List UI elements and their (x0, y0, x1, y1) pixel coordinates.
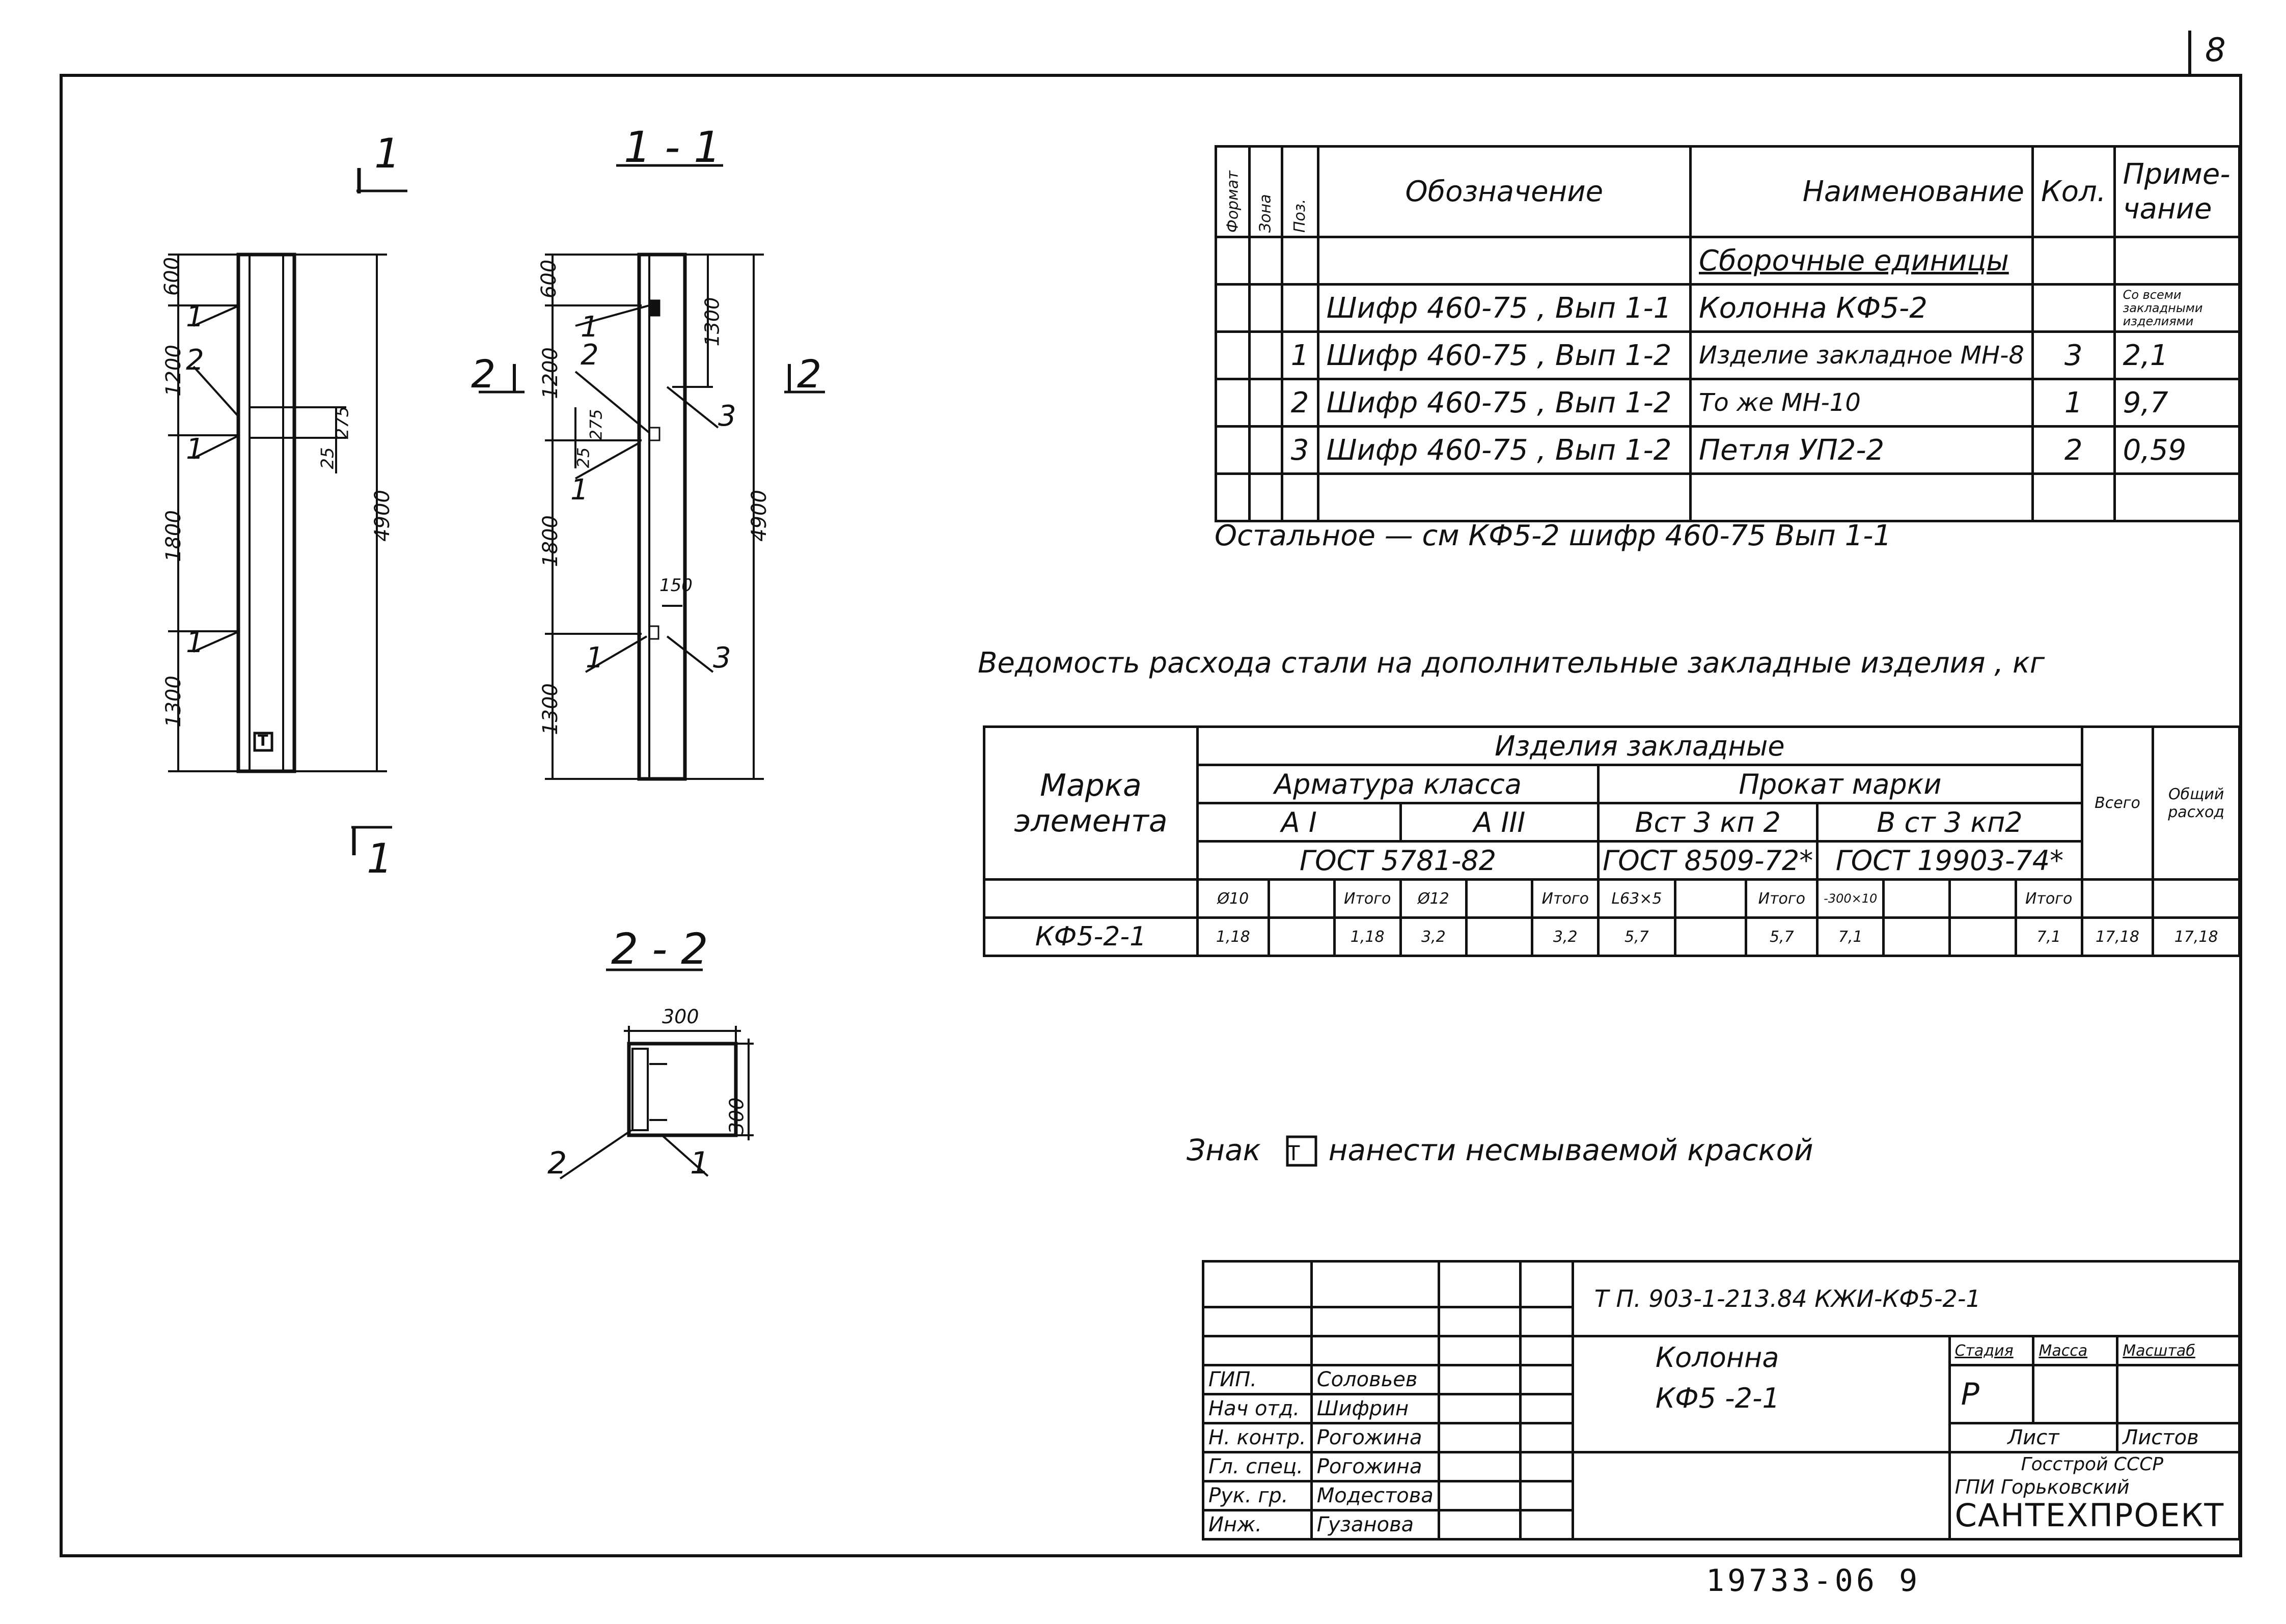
steel-class-a1: А I (1198, 803, 1401, 842)
column-section-1-1 (639, 255, 685, 779)
person-name: Рогожина (1311, 1423, 1439, 1452)
stage-value: Р (1949, 1365, 2033, 1423)
role: Нач отд. (1203, 1394, 1312, 1423)
spec-name: Петля УП2-2 (1691, 427, 2033, 474)
steel-cell: 3,2 (1532, 918, 1599, 956)
steel-row-total: 17,18 (2082, 918, 2153, 956)
steel-cell: 1,18 (1198, 918, 1269, 956)
steel-class-vst3-2: В ст 3 кп2 (1817, 803, 2082, 842)
spec-note: 9,7 (2114, 379, 2239, 427)
dim-300-width: 300 (662, 1005, 699, 1028)
drawing-title-line2: КФ5 -2-1 (1655, 1382, 1780, 1414)
steel-sub (1884, 880, 1950, 918)
steel-gost-8509: ГОСТ 8509-72* (1599, 842, 1817, 880)
callout-1-s22: 1 (690, 1145, 710, 1181)
dim-300-height: 300 (725, 1097, 748, 1135)
spec-pos (1282, 285, 1318, 332)
spec-header-note: Приме-чание (2114, 147, 2239, 237)
drawing-code: Т П. 903-1-213.84 КЖИ-КФ5-2-1 (1573, 1262, 2239, 1336)
spec-qty: 2 (2032, 427, 2114, 474)
spec-name: То же МН-10 (1691, 379, 2033, 427)
spec-header-designation: Обозначение (1318, 147, 1690, 237)
callout-2-s11: 2 (581, 339, 599, 372)
drawing-title (1573, 1336, 1949, 1452)
org-line2: ГПИ Горьковский (1954, 1476, 2130, 1498)
steel-cell (1949, 918, 2016, 956)
steel-sub: Ø12 (1400, 880, 1467, 918)
role: Инж. (1203, 1510, 1312, 1539)
sheet-header: Лист (1949, 1423, 2117, 1452)
steel-cell (1884, 918, 1950, 956)
signature (1439, 1423, 1521, 1452)
steel-cell (1675, 918, 1746, 956)
steel-row-overall: 17,18 (2153, 918, 2240, 956)
dim-1300-top-s11: 1300 (701, 297, 724, 347)
spec-name: Изделие закладное МН-8 (1691, 332, 2033, 379)
steel-sub: Итого (2016, 880, 2082, 918)
table-row (1216, 379, 2240, 427)
spec-designation: Шифр 460-75 , Вып 1-2 (1318, 332, 1690, 379)
spec-designation: Шифр 460-75 , Вып 1-2 (1318, 427, 1690, 474)
specification-table (1215, 145, 2241, 522)
callout-1a-elev: 1 (186, 300, 204, 333)
table-row (1216, 285, 2240, 332)
steel-cell: 7,1 (1817, 918, 1884, 956)
steel-cell (1269, 918, 1334, 956)
dim-1200-s11: 1200 (538, 347, 562, 399)
steel-rolled-header: Прокат марки (1599, 765, 2082, 803)
spec-note: Со всеми закладными изделиями (2114, 285, 2239, 332)
archive-number: 19733-06 9 (1706, 1563, 1921, 1599)
dim-275-s11: 275 (586, 409, 606, 440)
spec-qty: 3 (2032, 332, 2114, 379)
scale-header: Масштаб (2117, 1336, 2240, 1365)
drawing-title-line1: Колонна (1655, 1341, 1779, 1374)
column-section-2-2 (629, 1044, 736, 1135)
steel-sub (1675, 880, 1746, 918)
dim-1200-elev: 1200 (161, 345, 185, 397)
dim-25-s11: 25 (573, 447, 593, 468)
title-block (1202, 1260, 2241, 1541)
callout-1c-s11: 1 (586, 641, 604, 675)
spec-note: 0,59 (2114, 427, 2239, 474)
dim-275-elev: 275 (332, 406, 353, 439)
section-2-mark-right: 2 (797, 351, 822, 397)
signature (1439, 1365, 1521, 1394)
spec-header-name: Наименование (1691, 147, 2033, 237)
dim-600-s11: 600 (537, 259, 561, 299)
person-name: Рогожина (1311, 1452, 1439, 1481)
plate-mark-elev: Т (258, 732, 268, 750)
steel-class-a3: А III (1400, 803, 1599, 842)
steel-sub: L63×5 (1599, 880, 1675, 918)
steel-class-vst3-1: Вст 3 кп 2 (1599, 803, 1817, 842)
person-name: Шифрин (1311, 1394, 1439, 1423)
callout-2-elev: 2 (186, 344, 204, 377)
org-line3: САНТЕХПРОЕКТ (1954, 1497, 2225, 1534)
mass-header: Масса (2033, 1336, 2117, 1365)
steel-sub: Итого (1334, 880, 1400, 918)
dim-1800-elev: 1800 (161, 510, 185, 562)
signature (1439, 1481, 1521, 1510)
callout-3a-s11: 3 (718, 400, 736, 433)
sheets-header: Листов (2117, 1423, 2240, 1452)
steel-cell: 1,18 (1334, 918, 1400, 956)
spec-designation: Шифр 460-75 , Вып 1-2 (1318, 379, 1690, 427)
elevation-section-mark-top: 1 (374, 130, 400, 177)
role: Рук. гр. (1203, 1481, 1312, 1510)
role: ГИП. (1203, 1365, 1312, 1394)
table-row (1216, 427, 2240, 474)
steel-table-title: Ведомость расхода стали на дополнительные закладные изделия , кг (978, 647, 2045, 680)
org-line1: Госстрой СССР (2021, 1454, 2164, 1475)
steel-cell: 3,2 (1400, 918, 1467, 956)
steel-cell: 5,7 (1746, 918, 1817, 956)
spec-name: Колонна КФ5-2 (1691, 285, 2033, 332)
steel-group-header: Изделия закладные (1198, 727, 2082, 765)
steel-sub (1467, 880, 1532, 918)
callout-1b-s11: 1 (570, 473, 589, 507)
section-1-1-title: 1 - 1 (624, 122, 721, 172)
table-row (984, 918, 2240, 956)
callout-1a-s11: 1 (581, 311, 599, 344)
steel-sub: -300×10 (1817, 880, 1884, 918)
section-2-mark-left: 2 (471, 351, 496, 397)
plate-mark-note: Т (1287, 1142, 1300, 1165)
dim-25-elev: 25 (317, 447, 338, 469)
column-elevation (238, 255, 294, 771)
dim-4900-s11: 4900 (747, 490, 771, 542)
dim-4900-elev: 4900 (370, 490, 394, 542)
steel-row-mark: КФ5-2-1 (984, 918, 1198, 956)
steel-cell (1467, 918, 1532, 956)
role: Гл. спец. (1203, 1452, 1312, 1481)
dim-600-elev: 600 (160, 257, 184, 296)
spec-qty: 1 (2032, 379, 2114, 427)
elevation-section-mark-bottom: 1 (367, 835, 393, 882)
stage-header: Стадия (1949, 1336, 2033, 1365)
dim-1300-elev: 1300 (161, 676, 185, 727)
callout-3b-s11: 3 (713, 641, 731, 675)
steel-sub (1269, 880, 1334, 918)
spec-designation: Шифр 460-75 , Вып 1-1 (1318, 285, 1690, 332)
steel-gost-5781: ГОСТ 5781-82 (1198, 842, 1599, 880)
spec-pos: 3 (1282, 427, 1318, 474)
spec-header-qty: Кол. (2032, 147, 2114, 237)
person-name: Гузанова (1311, 1510, 1439, 1539)
spec-pos: 1 (1282, 332, 1318, 379)
steel-sub: Итого (1746, 880, 1817, 918)
signature (1439, 1394, 1521, 1423)
sheet-number: 8 (2205, 32, 2226, 69)
signature (1439, 1452, 1521, 1481)
note-prefix: Знак (1187, 1133, 1261, 1167)
callout-2-s22: 2 (547, 1145, 567, 1181)
spec-header-zone: Зона (1249, 147, 1282, 237)
steel-rebar-header: Арматура класса (1198, 765, 1599, 803)
spec-section-title: Сборочные единицы (1691, 237, 2033, 285)
organization (1949, 1452, 2239, 1539)
steel-total-header: Всего (2082, 727, 2153, 880)
steel-sub: Ø10 (1198, 880, 1269, 918)
steel-sub (1949, 880, 2016, 918)
note-line (1187, 1133, 1813, 1167)
callout-1b-elev: 1 (186, 433, 204, 466)
steel-overall-header: Общий расход (2153, 727, 2240, 880)
steel-cell: 5,7 (1599, 918, 1675, 956)
person-name: Соловьев (1311, 1365, 1439, 1394)
signature (1439, 1510, 1521, 1539)
person-name: Модестова (1311, 1481, 1439, 1510)
dim-1300-s11: 1300 (538, 683, 562, 735)
spec-footnote: Остальное — см КФ5-2 шифр 460-75 Вып 1-1 (1215, 519, 1892, 552)
table-row (1216, 332, 2240, 379)
steel-gost-19903: ГОСТ 19903-74* (1817, 842, 2082, 880)
spec-qty (2032, 285, 2114, 332)
dim-150-s11: 150 (659, 575, 693, 596)
note-suffix: нанести несмываемой краской (1328, 1133, 1813, 1167)
steel-consumption-table (983, 725, 2241, 957)
spec-pos: 2 (1282, 379, 1318, 427)
spec-header-pos: Поз. (1282, 147, 1318, 237)
section-2-2-title: 2 - 2 (611, 924, 708, 974)
role: Н. контр. (1203, 1423, 1312, 1452)
dim-1800-s11: 1800 (538, 515, 562, 567)
callout-1c-elev: 1 (186, 626, 204, 659)
spec-header-format: Формат (1216, 147, 1250, 237)
steel-mark-header: Марка элемента (984, 727, 1198, 880)
spec-note: 2,1 (2114, 332, 2239, 379)
steel-sub: Итого (1532, 880, 1599, 918)
steel-cell: 7,1 (2016, 918, 2082, 956)
